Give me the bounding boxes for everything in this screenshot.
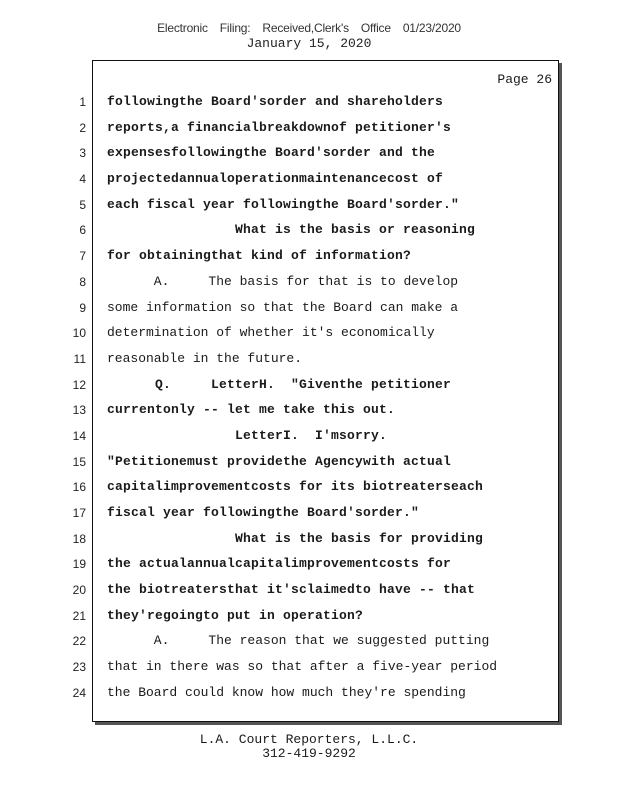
- line-number: 10: [72, 326, 86, 341]
- line-number: 16: [72, 480, 86, 495]
- transcript-line: reasonable in the future.: [107, 350, 303, 366]
- line-number: 14: [72, 428, 86, 443]
- transcript-line: currentonly -- let me take this out.: [107, 402, 396, 418]
- reporter-company: L.A. Court Reporters, L.L.C.: [199, 732, 419, 747]
- transcript-line: determination of whether it's economically: [107, 325, 435, 341]
- transcript-line: they'regoingto put in operation?: [107, 607, 364, 623]
- line-number: 24: [72, 685, 86, 700]
- transcript-line: that in there was so that after a five-year period: [107, 659, 498, 675]
- transcript-line: reports,a financialbreakdownof petitioner's: [107, 119, 452, 135]
- line-number: 21: [72, 608, 86, 623]
- line-number: 6: [79, 223, 86, 238]
- transcript-line: A. The basis for that is to develop: [107, 273, 459, 289]
- transcript-line: fiscal year followingthe Board'sorder.": [107, 505, 420, 520]
- line-number: 18: [72, 531, 86, 546]
- transcript-line: A. The reason that we suggested putting: [107, 633, 490, 649]
- line-number: 1: [79, 95, 86, 109]
- transcript-line: some information so that the Board can make a: [107, 299, 459, 315]
- transcript-line: What is the basis or reasoning: [107, 222, 476, 238]
- filing-label: Filing:: [219, 21, 251, 35]
- line-number: 22: [72, 634, 86, 649]
- filing-stamp: [0, 21, 618, 35]
- transcript-date: January 15, 2020: [246, 36, 372, 51]
- transcript-line: "Petitionemust providethe Agencywith actual: [107, 453, 452, 469]
- line-number: 4: [79, 172, 86, 187]
- line-number-column: [50, 88, 86, 705]
- filing-received: Received,Clerk's: [262, 21, 349, 35]
- line-number: 3: [79, 146, 86, 161]
- line-number: 2: [79, 120, 86, 135]
- line-number: 23: [72, 660, 86, 675]
- transcript-line: the actualannualcapitalimprovementcosts for: [107, 556, 452, 572]
- line-number: 7: [79, 249, 86, 264]
- transcript-line: expensesfollowingthe Board'sorder and the: [107, 145, 436, 161]
- transcript-line: for obtainingthat kind of information?: [107, 248, 412, 264]
- transcript-line: What is the basis for providing: [107, 530, 484, 546]
- transcript-line: LetterI. I'msorry.: [107, 427, 388, 443]
- line-number: 12: [72, 377, 86, 392]
- filing-date: 01/23/2020: [402, 21, 461, 35]
- transcript-line: each fiscal year followingthe Board'sorder.": [107, 196, 460, 212]
- transcript-line: capitalimprovementcosts for its biotreaterseach: [107, 479, 484, 495]
- line-number: 8: [79, 274, 86, 289]
- transcript-line: Q. LetterH. "Giventhe petitioner: [107, 376, 452, 392]
- line-number: 9: [79, 300, 86, 315]
- transcript-line: the Board could know how much they're spending: [107, 684, 466, 700]
- transcript-line: the biotreatersthat it'sclaimedto have -- that: [107, 582, 476, 598]
- line-number: 5: [79, 197, 86, 212]
- line-number: 13: [72, 403, 86, 418]
- transcript-line: projectedannualoperationmaintenancecost of: [107, 171, 444, 187]
- page-number: Page 26: [497, 72, 552, 87]
- line-number: 20: [72, 583, 86, 598]
- line-number: 19: [72, 557, 86, 572]
- transcript-line: followingthe Board'sorder and shareholders: [107, 94, 444, 109]
- filing-office: Office: [360, 21, 391, 35]
- transcript-text: [107, 88, 552, 705]
- reporter-phone: 312-419-9292: [262, 746, 356, 761]
- footer: [0, 733, 618, 761]
- line-number: 17: [72, 506, 86, 520]
- filing-electronic: Electronic: [157, 21, 208, 35]
- line-number: 15: [72, 454, 86, 469]
- line-number: 11: [73, 351, 86, 366]
